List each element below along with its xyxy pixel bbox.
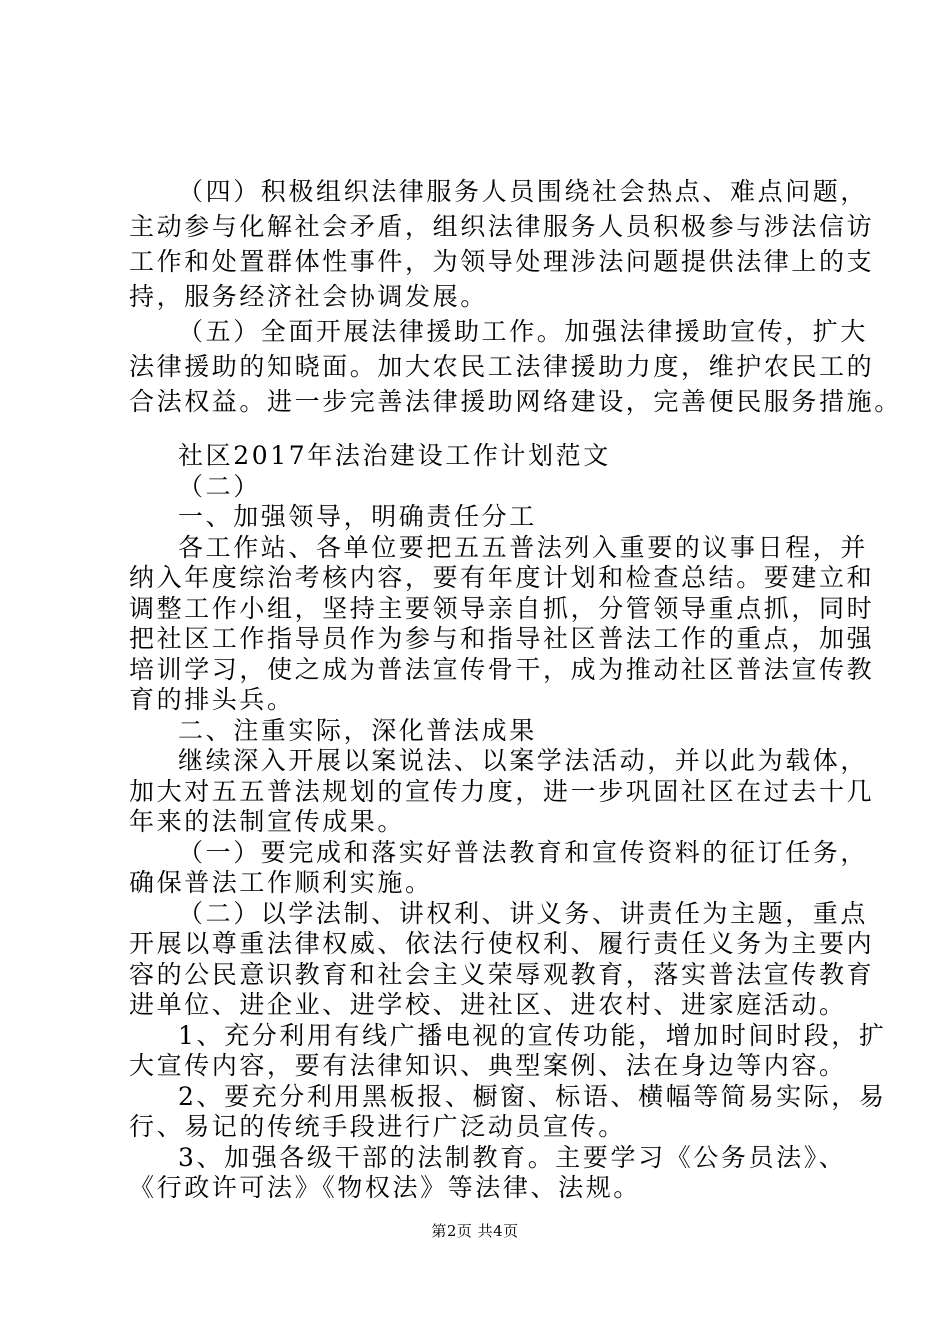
body-line: （四）积极组织法律服务人员围绕社会热点、难点问题，: [178, 177, 869, 206]
body-line: （一）要完成和落实好普法教育和宣传资料的征订任务，: [178, 838, 869, 867]
body-line: （二）以学法制、讲权利、讲义务、讲责任为主题，重点: [178, 899, 869, 928]
body-line: （五）全面开展法律援助工作。加强法律援助宣传，扩大: [178, 317, 869, 346]
body-line: 行、易记的传统手段进行广泛动员宣传。: [129, 1112, 626, 1141]
section-title: 社区2017年法治建设工作计划范文: [178, 441, 611, 470]
body-line: 1、充分利用有线广播电视的宣传功能，增加时间时段，扩: [178, 1021, 887, 1050]
body-line: 大宣传内容，要有法律知识、典型案例、法在身边等内容。: [129, 1051, 847, 1080]
body-line: 2、要充分利用黑板报、橱窗、标语、横幅等简易实际，易: [178, 1082, 887, 1111]
body-line: 纳入年度综治考核内容，要有年度计划和检查总结。要建立和: [129, 563, 875, 592]
body-line: 工作和处置群体性事件，为领导处理涉法问题提供法律上的支: [129, 247, 875, 276]
section-subtitle: （二）: [178, 472, 261, 501]
body-line: 把社区工作指导员作为参与和指导社区普法工作的重点，加强: [129, 624, 875, 653]
body-line: 调整工作小组，坚持主要领导亲自抓，分管领导重点抓，同时: [129, 594, 875, 623]
body-line: 继续深入开展以案说法、以案学法活动，并以此为载体，: [178, 746, 869, 775]
body-line: 3、加强各级干部的法制教育。主要学习《公务员法》、: [178, 1143, 847, 1172]
body-line: 培训学习，使之成为普法宣传骨干，成为推动社区普法宣传教: [129, 655, 875, 684]
heading-1: 一、加强领导，明确责任分工: [178, 502, 537, 531]
body-line: 容的公民意识教育和社会主义荣辱观教育，落实普法宣传教育: [129, 960, 875, 989]
body-line: 合法权益。进一步完善法律援助网络建设，完善便民服务措施。: [129, 387, 902, 416]
body-line: 开展以尊重法律权威、依法行使权利、履行责任义务为主要内: [129, 929, 875, 958]
body-line: 育的排头兵。: [129, 685, 295, 714]
body-line: 各工作站、各单位要把五五普法列入重要的议事日程，并: [178, 533, 869, 562]
body-line: 持，服务经济社会协调发展。: [129, 282, 488, 311]
body-line: 年来的法制宣传成果。: [129, 807, 406, 836]
heading-2: 二、注重实际，深化普法成果: [178, 716, 537, 745]
page-number-footer: 第2页 共4页: [431, 1222, 519, 1240]
body-line: 《行政许可法》《物权法》等法律、法规。: [129, 1173, 641, 1202]
body-line: 主动参与化解社会矛盾，组织法律服务人员积极参与涉法信访: [129, 212, 875, 241]
body-line: 进单位、进企业、进学校、进社区、进农村、进家庭活动。: [129, 990, 847, 1019]
body-line: 确保普法工作顺利实施。: [129, 868, 433, 897]
body-line: 法律援助的知晓面。加大农民工法律援助力度，维护农民工的: [129, 352, 875, 381]
body-line: 加大对五五普法规划的宣传力度，进一步巩固社区在过去十几: [129, 777, 875, 806]
